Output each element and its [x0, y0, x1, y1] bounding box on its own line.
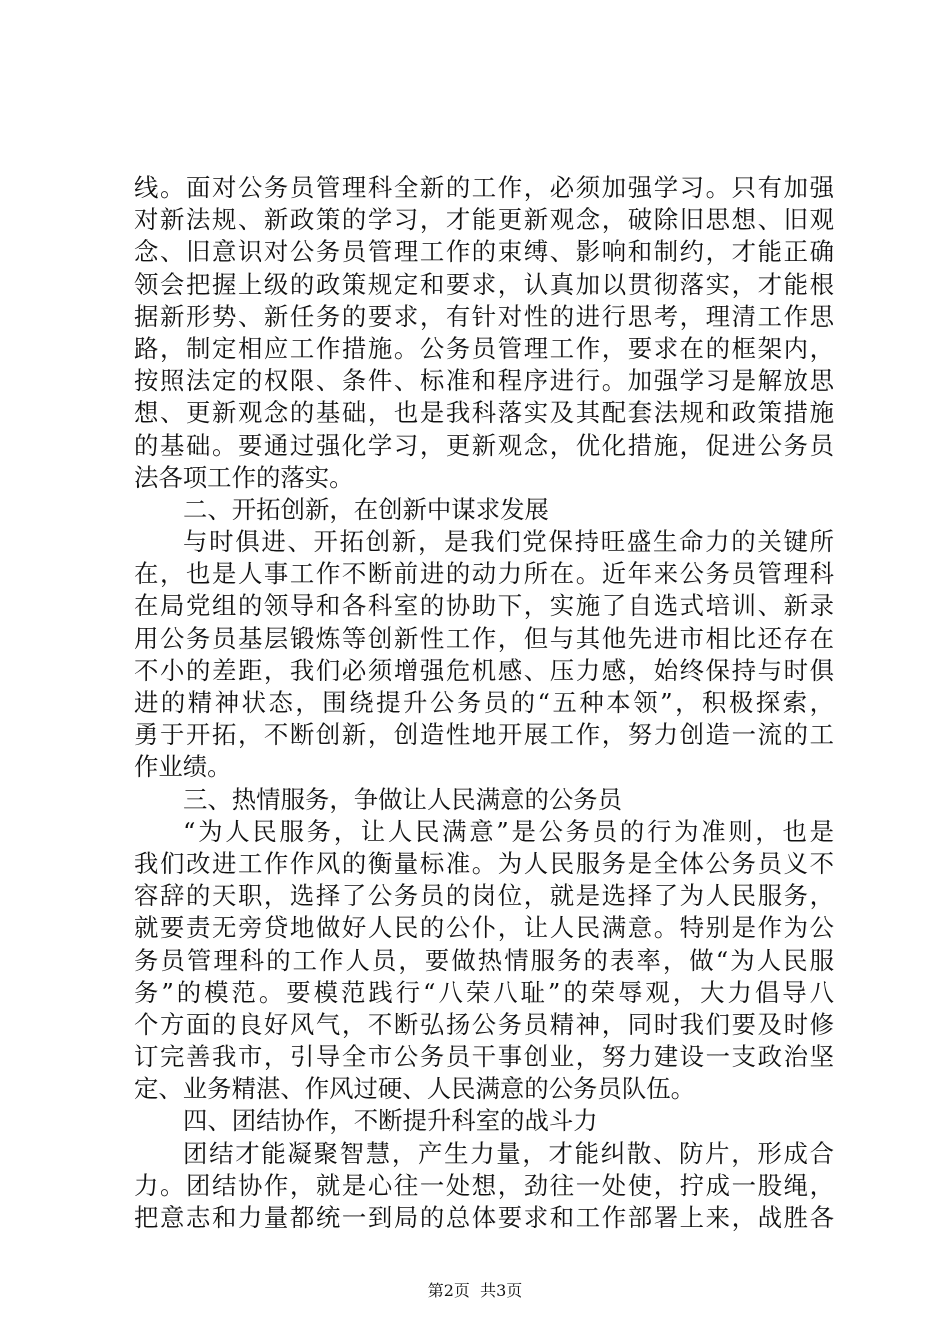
- text-line: 个方面的良好风气，不断弘扬公务员精神，同时我们要及时修: [134, 1009, 834, 1039]
- text-line: 定、业务精湛、作风过硬、人民满意的公务员队伍。: [134, 1074, 695, 1104]
- text-line: 勇于开拓，不断创新，创造性地开展工作，努力创造一流的工: [134, 720, 834, 750]
- text-line: 在局党组的领导和各科室的协助下，实施了自选式培训、新录: [134, 591, 834, 621]
- text-line: 领会把握上级的政策规定和要求，认真加以贯彻落实，才能根: [134, 269, 834, 299]
- text-line: 路，制定相应工作措施。公务员管理工作，要求在的框架内，: [134, 333, 834, 363]
- text-line: 对新法规、新政策的学习，才能更新观念，破除旧思想、旧观: [134, 205, 834, 235]
- paragraph-start-line: 与时俱进、开拓创新，是我们党保持旺盛生命力的关键所: [183, 527, 834, 557]
- text-line: 线。面对公务员管理科全新的工作，必须加强学习。只有加强: [134, 173, 834, 202]
- text-line: 务”的模范。要模范践行“八荣八耻”的荣辱观，大力倡导八: [134, 977, 834, 1007]
- text-line: 作业绩。: [134, 752, 232, 782]
- paragraph-start-line: 二、开拓创新，在创新中谋求发展: [183, 494, 549, 524]
- text-line: 力。团结协作，就是心往一处想，劲往一处使，拧成一股绳，: [134, 1170, 834, 1200]
- text-line: 想、更新观念的基础，也是我科落实及其配套法规和政策措施: [134, 398, 834, 428]
- paragraph-start-line: 四、团结协作，不断提升科室的战斗力: [183, 1106, 598, 1136]
- text-line: 用公务员基层锻炼等创新性工作，但与其他先进市相比还存在: [134, 623, 834, 653]
- text-line: 就要责无旁贷地做好人民的公仆，让人民满意。特别是作为公: [134, 913, 834, 943]
- text-line: 据新形势、新任务的要求，有针对性的进行思考，理清工作思: [134, 301, 834, 331]
- text-line: 念、旧意识对公务员管理工作的束缚、影响和制约，才能正确: [134, 237, 834, 267]
- text-line: 订完善我市，引导全市公务员干事创业，努力建设一支政治坚: [134, 1042, 834, 1072]
- text-line: 在，也是人事工作不断前进的动力所在。近年来公务员管理科: [134, 559, 834, 589]
- paragraph-start-line: “为人民服务，让人民满意”是公务员的行为准则，也是: [183, 816, 834, 846]
- text-line: 不小的差距，我们必须增强危机感、压力感，始终保持与时俱: [134, 655, 834, 685]
- text-line: 把意志和力量都统一到局的总体要求和工作部署上来，战胜各: [134, 1203, 834, 1232]
- text-line: 的基础。要通过强化学习，更新观念，优化措施，促进公务员: [134, 430, 834, 460]
- paragraph-start-line: 三、热情服务，争做让人民满意的公务员: [183, 784, 623, 814]
- text-line: 按照法定的权限、条件、标准和程序进行。加强学习是解放思: [134, 366, 834, 396]
- text-line: 务员管理科的工作人员，要做热情服务的表率，做“为人民服: [134, 945, 834, 975]
- page-footer: 第2页 共3页: [427, 1281, 523, 1300]
- text-line: 我们改进工作作风的衡量标准。为人民服务是全体公务员义不: [134, 848, 834, 878]
- text-line: 法各项工作的落实。: [134, 462, 354, 492]
- document-body: [134, 172, 834, 1234]
- text-line: 进的精神状态，围绕提升公务员的“五种本领”，积极探索，: [134, 688, 834, 717]
- paragraph-start-line: 团结才能凝聚智慧，产生力量，才能纠散、防片，形成合: [183, 1138, 834, 1168]
- text-line: 容辞的天职，选择了公务员的岗位，就是选择了为人民服务，: [134, 881, 834, 911]
